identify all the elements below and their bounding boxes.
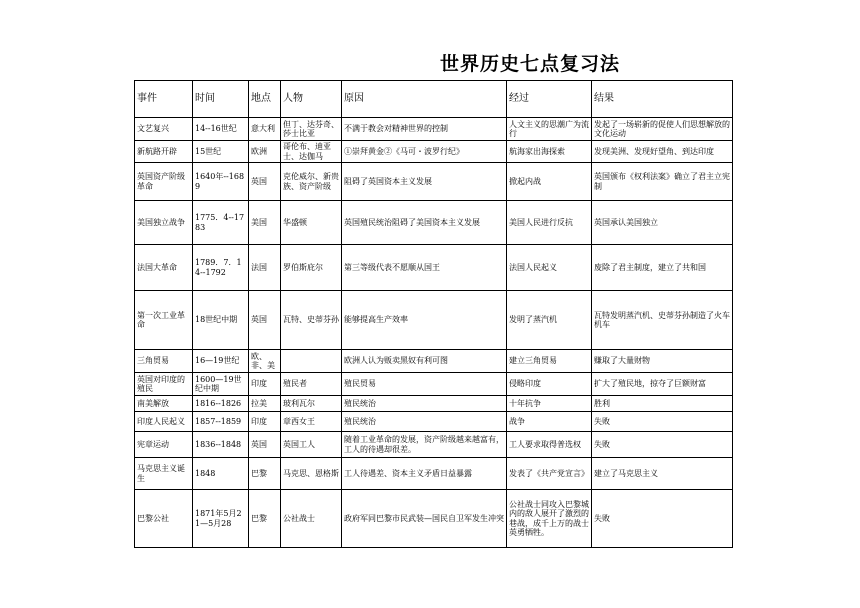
table-row <box>135 163 733 201</box>
cell-process: 法国人民起义 <box>507 245 592 291</box>
cell-event: 印度人民起义 <box>135 412 193 432</box>
cell-people: 章西女王 <box>281 412 342 432</box>
cell-process: 航海家出海探索 <box>507 141 592 163</box>
cell-cause: 政府军同巴黎市民武装—国民自卫军发生冲突 <box>342 490 507 548</box>
cell-event: 宪章运动 <box>135 432 193 458</box>
cell-people: 但丁、达芬奇、莎士比亚 <box>281 118 342 141</box>
header-event: 事件 <box>135 81 193 118</box>
cell-place: 英国 <box>249 432 281 458</box>
table-row <box>135 291 733 350</box>
cell-time: 1600—19世纪中期 <box>193 373 249 396</box>
cell-place: 巴黎 <box>249 458 281 490</box>
cell-people: 玻利瓦尔 <box>281 396 342 412</box>
header-people: 人物 <box>281 81 342 118</box>
cell-time: 18世纪中期 <box>193 291 249 350</box>
cell-event: 马克思主义诞生 <box>135 458 193 490</box>
table-row <box>135 350 733 373</box>
cell-cause: 阻碍了英国资本主义发展 <box>342 163 507 201</box>
header-process: 经过 <box>507 81 592 118</box>
table-row <box>135 490 733 548</box>
header-place: 地点 <box>249 81 281 118</box>
header-result: 结果 <box>592 81 733 118</box>
cell-result: 失败 <box>592 412 733 432</box>
table-row <box>135 245 733 291</box>
cell-place: 法国 <box>249 245 281 291</box>
cell-event: 法国大革命 <box>135 245 193 291</box>
cell-event: 新航路开辟 <box>135 141 193 163</box>
cell-event: 美国独立战争 <box>135 201 193 245</box>
cell-time: 1871年5月21—5月28 <box>193 490 249 548</box>
cell-place: 欧、非、美 <box>249 350 281 373</box>
cell-people: 哥伦布、迪亚士、达伽马 <box>281 141 342 163</box>
page-title: 世界历史七点复习法 <box>439 53 620 75</box>
cell-time: 15世纪 <box>193 141 249 163</box>
table-row <box>135 412 733 432</box>
cell-result: 英国颁布《权利法案》确立了君主立宪制 <box>592 163 733 201</box>
cell-people: 克伦威尔、新贵族、资产阶级 <box>281 163 342 201</box>
cell-people: 殖民者 <box>281 373 342 396</box>
table-header-row <box>135 81 733 118</box>
cell-cause: 随着工业革命的发展，资产阶级越来越富有，工人的待遇却很差。 <box>342 432 507 458</box>
cell-process: 侵略印度 <box>507 373 592 396</box>
cell-cause: 工人待遇差、资本主义矛盾日益暴露 <box>342 458 507 490</box>
cell-place: 美国 <box>249 201 281 245</box>
table-row <box>135 118 733 141</box>
cell-cause: 第三等级代表不愿顺从国王 <box>342 245 507 291</box>
cell-event: 三角贸易 <box>135 350 193 373</box>
cell-result: 瓦特发明蒸汽机、史蒂芬孙制造了火车机车 <box>592 291 733 350</box>
cell-people: 马克思、恩格斯 <box>281 458 342 490</box>
cell-time: 1775．4--1783 <box>193 201 249 245</box>
cell-process: 发表了《共产党宣言》 <box>507 458 592 490</box>
table-row <box>135 141 733 163</box>
cell-cause: 殖民贸易 <box>342 373 507 396</box>
cell-place: 意大利 <box>249 118 281 141</box>
cell-result: 胜利 <box>592 396 733 412</box>
cell-time: 16—19世纪 <box>193 350 249 373</box>
cell-place: 英国 <box>249 291 281 350</box>
header-time: 时间 <box>193 81 249 118</box>
cell-result: 失败 <box>592 432 733 458</box>
cell-cause: 欧洲人认为贩卖黑奴有利可图 <box>342 350 507 373</box>
cell-place: 印度 <box>249 373 281 396</box>
cell-result: 发现美洲、发现好望角、到达印度 <box>592 141 733 163</box>
cell-result: 赚取了大量财物 <box>592 350 733 373</box>
cell-people <box>281 350 342 373</box>
cell-event: 第一次工业革命 <box>135 291 193 350</box>
cell-process: 美国人民进行反抗 <box>507 201 592 245</box>
cell-process: 十年抗争 <box>507 396 592 412</box>
cell-result: 发起了一场崭新的促使人们思想解放的文化运动 <box>592 118 733 141</box>
cell-cause: 不满于教会对精神世界的控制 <box>342 118 507 141</box>
cell-cause: 能够提高生产效率 <box>342 291 507 350</box>
cell-process: 人文主义的思潮广为流行 <box>507 118 592 141</box>
table-row <box>135 432 733 458</box>
header-cause: 原因 <box>342 81 507 118</box>
cell-cause: 殖民统治 <box>342 412 507 432</box>
cell-time: 1836--1848 <box>193 432 249 458</box>
cell-place: 印度 <box>249 412 281 432</box>
cell-place: 拉美 <box>249 396 281 412</box>
cell-process: 战争 <box>507 412 592 432</box>
cell-event: 英国对印度的殖民 <box>135 373 193 396</box>
cell-result: 建立了马克思主义 <box>592 458 733 490</box>
cell-people: 瓦特、史蒂芬孙 <box>281 291 342 350</box>
cell-event: 南美解放 <box>135 396 193 412</box>
history-review-table <box>134 80 733 548</box>
table-row <box>135 458 733 490</box>
cell-people: 公社战士 <box>281 490 342 548</box>
cell-people: 英国工人 <box>281 432 342 458</box>
cell-people: 罗伯斯庇尔 <box>281 245 342 291</box>
cell-cause: ①崇拜黄金②《马可・波罗行纪》 <box>342 141 507 163</box>
table-row <box>135 373 733 396</box>
cell-process: 公社战士同攻入巴黎城内的敌人展开了激烈的巷战，成千上万的战士英勇牺牲。 <box>507 490 592 548</box>
cell-time: 1857--1859 <box>193 412 249 432</box>
cell-time: 1640年--1689 <box>193 163 249 201</box>
cell-event: 文艺复兴 <box>135 118 193 141</box>
cell-event: 巴黎公社 <box>135 490 193 548</box>
cell-place: 巴黎 <box>249 490 281 548</box>
table-row <box>135 396 733 412</box>
cell-time: 14--16世纪 <box>193 118 249 141</box>
cell-people: 华盛顿 <box>281 201 342 245</box>
cell-place: 英国 <box>249 163 281 201</box>
cell-process: 掀起内战 <box>507 163 592 201</box>
cell-place: 欧洲 <box>249 141 281 163</box>
cell-process: 发明了蒸汽机 <box>507 291 592 350</box>
cell-cause: 英国殖民统治阻碍了美国资本主义发展 <box>342 201 507 245</box>
cell-result: 失败 <box>592 490 733 548</box>
cell-result: 扩大了殖民地，掠夺了巨额财富 <box>592 373 733 396</box>
cell-result: 废除了君主制度，建立了共和国 <box>592 245 733 291</box>
cell-time: 1789．7．14--1792 <box>193 245 249 291</box>
cell-result: 英国承认美国独立 <box>592 201 733 245</box>
table-row <box>135 201 733 245</box>
cell-process: 工人要求取得普选权 <box>507 432 592 458</box>
cell-cause: 殖民统治 <box>342 396 507 412</box>
cell-process: 建立三角贸易 <box>507 350 592 373</box>
cell-time: 1816--1826 <box>193 396 249 412</box>
cell-time: 1848 <box>193 458 249 490</box>
cell-event: 英国资产阶级革命 <box>135 163 193 201</box>
